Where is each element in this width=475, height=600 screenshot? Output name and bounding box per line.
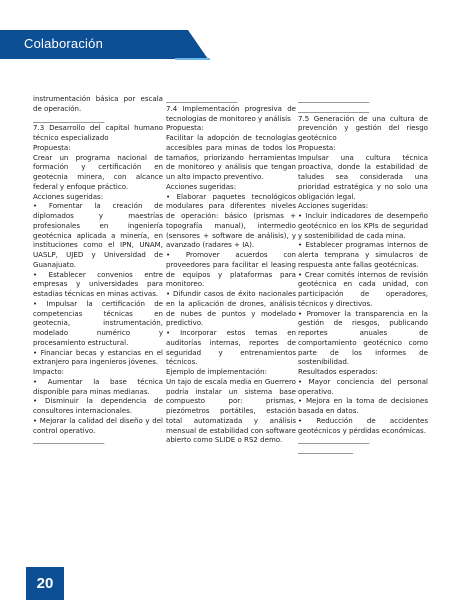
paragraph: Crear un programa nacional de formación y certificación en geotecnia minera, con alcance federal y enfoque práctico. [33, 152, 163, 191]
paragraph: Acciones sugeridas: [298, 201, 369, 211]
bullet-item: • Mayor conciencia del personal operativo. [298, 376, 428, 396]
paragraph: Acciones sugeridas: [33, 191, 104, 201]
bullet-item: • Elaborar paquetes tecnológicos modulares para diferentes niveles de operación: básico (prismas + topografía manual), intermedio (sensores + software de análisis), y avanzado (radares + IA). [166, 191, 296, 250]
separator-rule: ______________________ [33, 435, 104, 445]
bullet-item: • Establecer convenios entre empresas y universidades para estadías técnicas en minas activas. [33, 269, 163, 298]
bullet-item: • Mejorar la calidad del diseño y del control operativo. [33, 415, 163, 435]
paragraph: Un tajo de escala media en Guerrero podría instalar un sistema base compuesto por: prismas, piezómetros portátiles, estación total automatizada y análisis mensual de estabilidad con software abierto como SLIDE o RS2 demo. [166, 376, 296, 445]
bullet-item: • Impulsar la certificación de competencias técnicas en geotecnia, instrumentación, modelado numérico y procesamiento estructural. [33, 298, 163, 347]
bullet-item: • Financiar becas y estancias en el extranjero para ingenieros jóvenes. [33, 347, 163, 367]
separator-rule: _________________ [298, 445, 353, 454]
text-column-right [298, 94, 428, 455]
section-title: Colaboración [24, 36, 104, 51]
section-heading: 7.3 Desarrollo del capital humano técnico especializado [33, 123, 163, 142]
paragraph: Resultados esperados: [298, 367, 378, 376]
bullet-item: • Establecer programas internos de alerta temprana y simulacros de respuesta ante fallas geotécnicas. [298, 240, 428, 269]
separator-rule: ______________________ [166, 94, 237, 103]
page-number: 20 [36, 575, 54, 592]
bullet-item: • Difundir casos de éxito nacionales en la aplicación de drones, análisis de nubes de puntos y modelado predictivo. [166, 289, 296, 328]
paragraph: Impulsar una cultura técnica proactiva, donde la estabilidad de taludes sea considerada una prioridad estratégica y no solo una obligación legal. [298, 152, 428, 201]
bullet-item: • Incorporar estos temas en auditorías internas, reportes de seguridad y entrenamientos técnicos. [166, 328, 296, 367]
separator-rule: ______________________ [298, 94, 369, 103]
bullet-item: • Reducción de accidentes geotécnicos y pérdidas económicas. [298, 415, 428, 435]
header-accent-line [175, 58, 210, 60]
page-number-box [26, 567, 64, 600]
bullet-item: • Fomentar la creación de diplomados y maestrías profesionales en ingeniería geotécnica aplicada a minería, en instituciones como el IPN, UNAM, UASLP, UJED y Universidad de Guanajuato. [33, 201, 163, 269]
bullet-item: • Incluir indicadores de desempeño geotécnico en los KPIs de seguridad y sostenibilidad de cada mina. [298, 211, 428, 240]
separator-rule: ______________________ [298, 103, 369, 113]
section-heading: 7.4 Implementación progresiva de tecnologías de monitoreo y análisis [166, 103, 296, 123]
bullet-item: • Crear comités internos de revisión geotécnica en cada unidad, con participación de operadores, técnicos y directivos. [298, 269, 428, 308]
paragraph: Ejemplo de implementación: [166, 367, 267, 376]
bullet-item: • Promover acuerdos con proveedores para facilitar el leasing de equipos y plataformas para monitoreo. [166, 250, 296, 289]
separator-rule: ______________________ [33, 113, 104, 123]
section-heading: 7.5 Generación de una cultura de prevención y gestión del riesgo geotécnico [298, 113, 428, 142]
paragraph: Facilitar la adopción de tecnologías accesibles para minas de todos los tamaños, priorizando herramientas de monitoreo y análisis que tengan un alto impacto preventivo. [166, 133, 296, 181]
paragraph: Propuesta: [33, 142, 71, 152]
paragraph: Acciones sugeridas: [166, 181, 237, 191]
text-column-middle [166, 94, 296, 445]
text-column-left [33, 94, 163, 445]
bullet-item: • Aumentar la base técnica disponible para minas medianas. [33, 376, 163, 396]
paragraph: instrumentación básica por escala de operación. [33, 94, 163, 113]
bullet-item: • Mejora en la toma de decisiones basada en datos. [298, 396, 428, 415]
separator-rule: ______________________ [298, 435, 369, 445]
paragraph: Impacto: [33, 367, 65, 376]
bullet-item: • Promover la transparencia en la gestión de riesgos, publicando reportes anuales de comportamiento geotécnico como parte de los informes de sostenibilidad. [298, 308, 428, 367]
paragraph: Propuesta: [166, 123, 204, 133]
paragraph: Propuesta: [298, 142, 336, 152]
bullet-item: • Disminuir la dependencia de consultores internacionales. [33, 396, 163, 415]
